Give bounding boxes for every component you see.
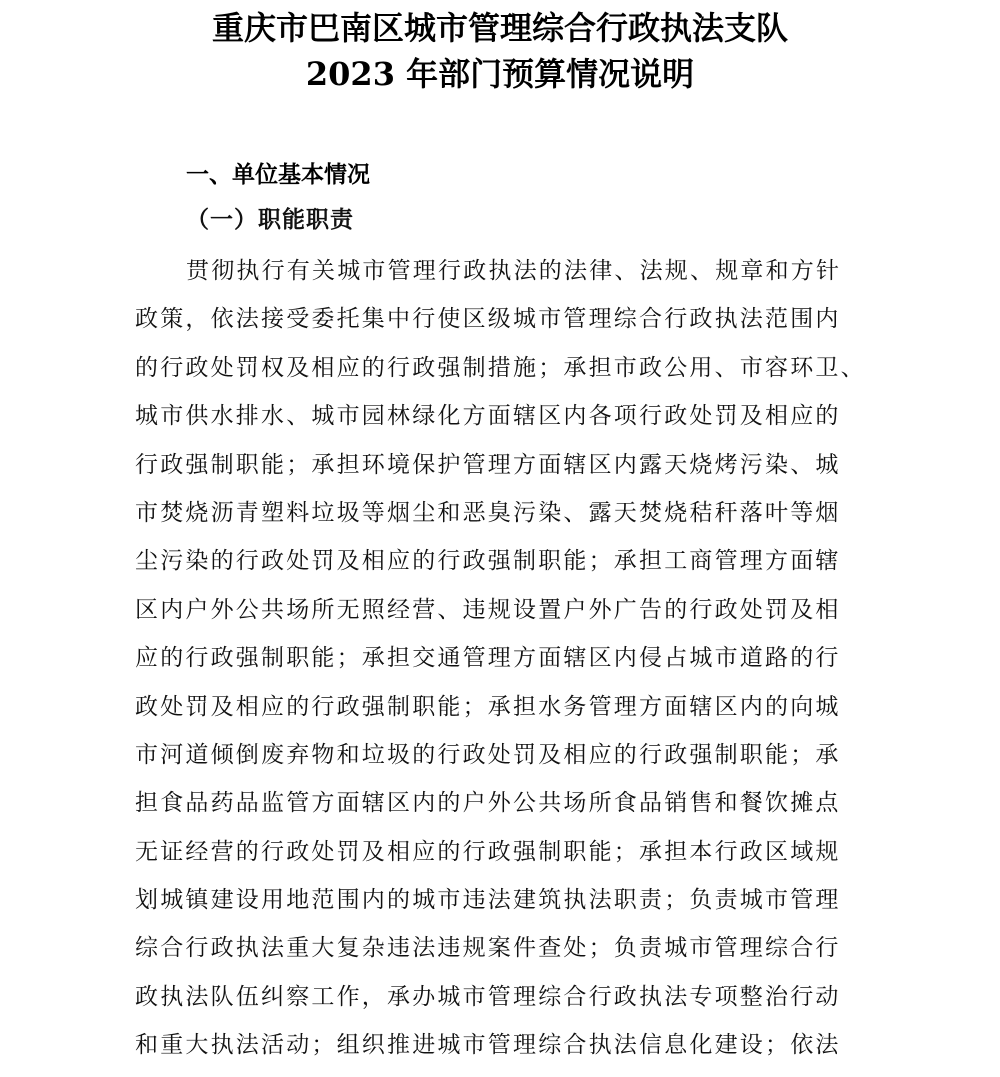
paragraph-line: 政执法队伍纠察工作，承办城市管理综合行政执法专项整治行动 (135, 983, 841, 1010)
paragraph-line: 贯彻执行有关城市管理行政执法的法律、法规、规章和方针 (186, 258, 842, 284)
paragraph-line: 无证经营的行政处罚及相应的行政强制职能；承担本行政区域规 (135, 838, 841, 865)
paragraph-line: 政策，依法接受委托集中行使区级城市管理综合行政执法范围内 (135, 306, 841, 333)
paragraph-line: 的行政处罚权及相应的行政强制措施；承担市政公用、市容环卫、 (135, 354, 866, 381)
paragraph-line: 城市供水排水、城市园林绿化方面辖区内各项行政处罚及相应的 (135, 403, 841, 430)
paragraph-line: 应的行政强制职能；承担交通管理方面辖区内侵占城市道路的行 (135, 645, 841, 672)
paragraph-line: 行政强制职能；承担环境保护管理方面辖区内露天烧烤污染、城 (135, 451, 841, 478)
subsection-heading-duties: （一）职能职责 (186, 206, 354, 233)
paragraph-line: 担食品药品监管方面辖区内的户外公共场所食品销售和餐饮摊点 (135, 790, 841, 817)
document-title-line-1: 重庆市巴南区城市管理综合行政执法支队 (211, 9, 788, 47)
paragraph-line: 市焚烧沥青塑料垃圾等烟尘和恶臭污染、露天焚烧秸秆落叶等烟 (135, 499, 841, 526)
section-heading-basic-info: 一、单位基本情况 (186, 162, 370, 188)
paragraph-line: 政处罚及相应的行政强制职能；承担水务管理方面辖区内的向城 (135, 693, 841, 720)
document-title-line-2: 2023 年部门预算情况说明 (305, 55, 695, 93)
paragraph-line: 和重大执法活动；组织推进城市管理综合执法信息化建设；依法 (135, 1032, 841, 1059)
paragraph-line: 尘污染的行政处罚及相应的行政强制职能；承担工商管理方面辖 (135, 548, 841, 575)
paragraph-line: 区内户外公共场所无照经营、违规设置户外广告的行政处罚及相 (135, 596, 841, 623)
duties-paragraph (135, 254, 895, 1077)
paragraph-line: 综合行政执法重大复杂违法违规案件查处；负责城市管理综合行 (135, 935, 841, 962)
paragraph-line: 划城镇建设用地范围内的城市违法建筑执法职责；负责城市管理 (135, 887, 841, 914)
paragraph-line: 市河道倾倒废弃物和垃圾的行政处罚及相应的行政强制职能；承 (135, 741, 841, 768)
